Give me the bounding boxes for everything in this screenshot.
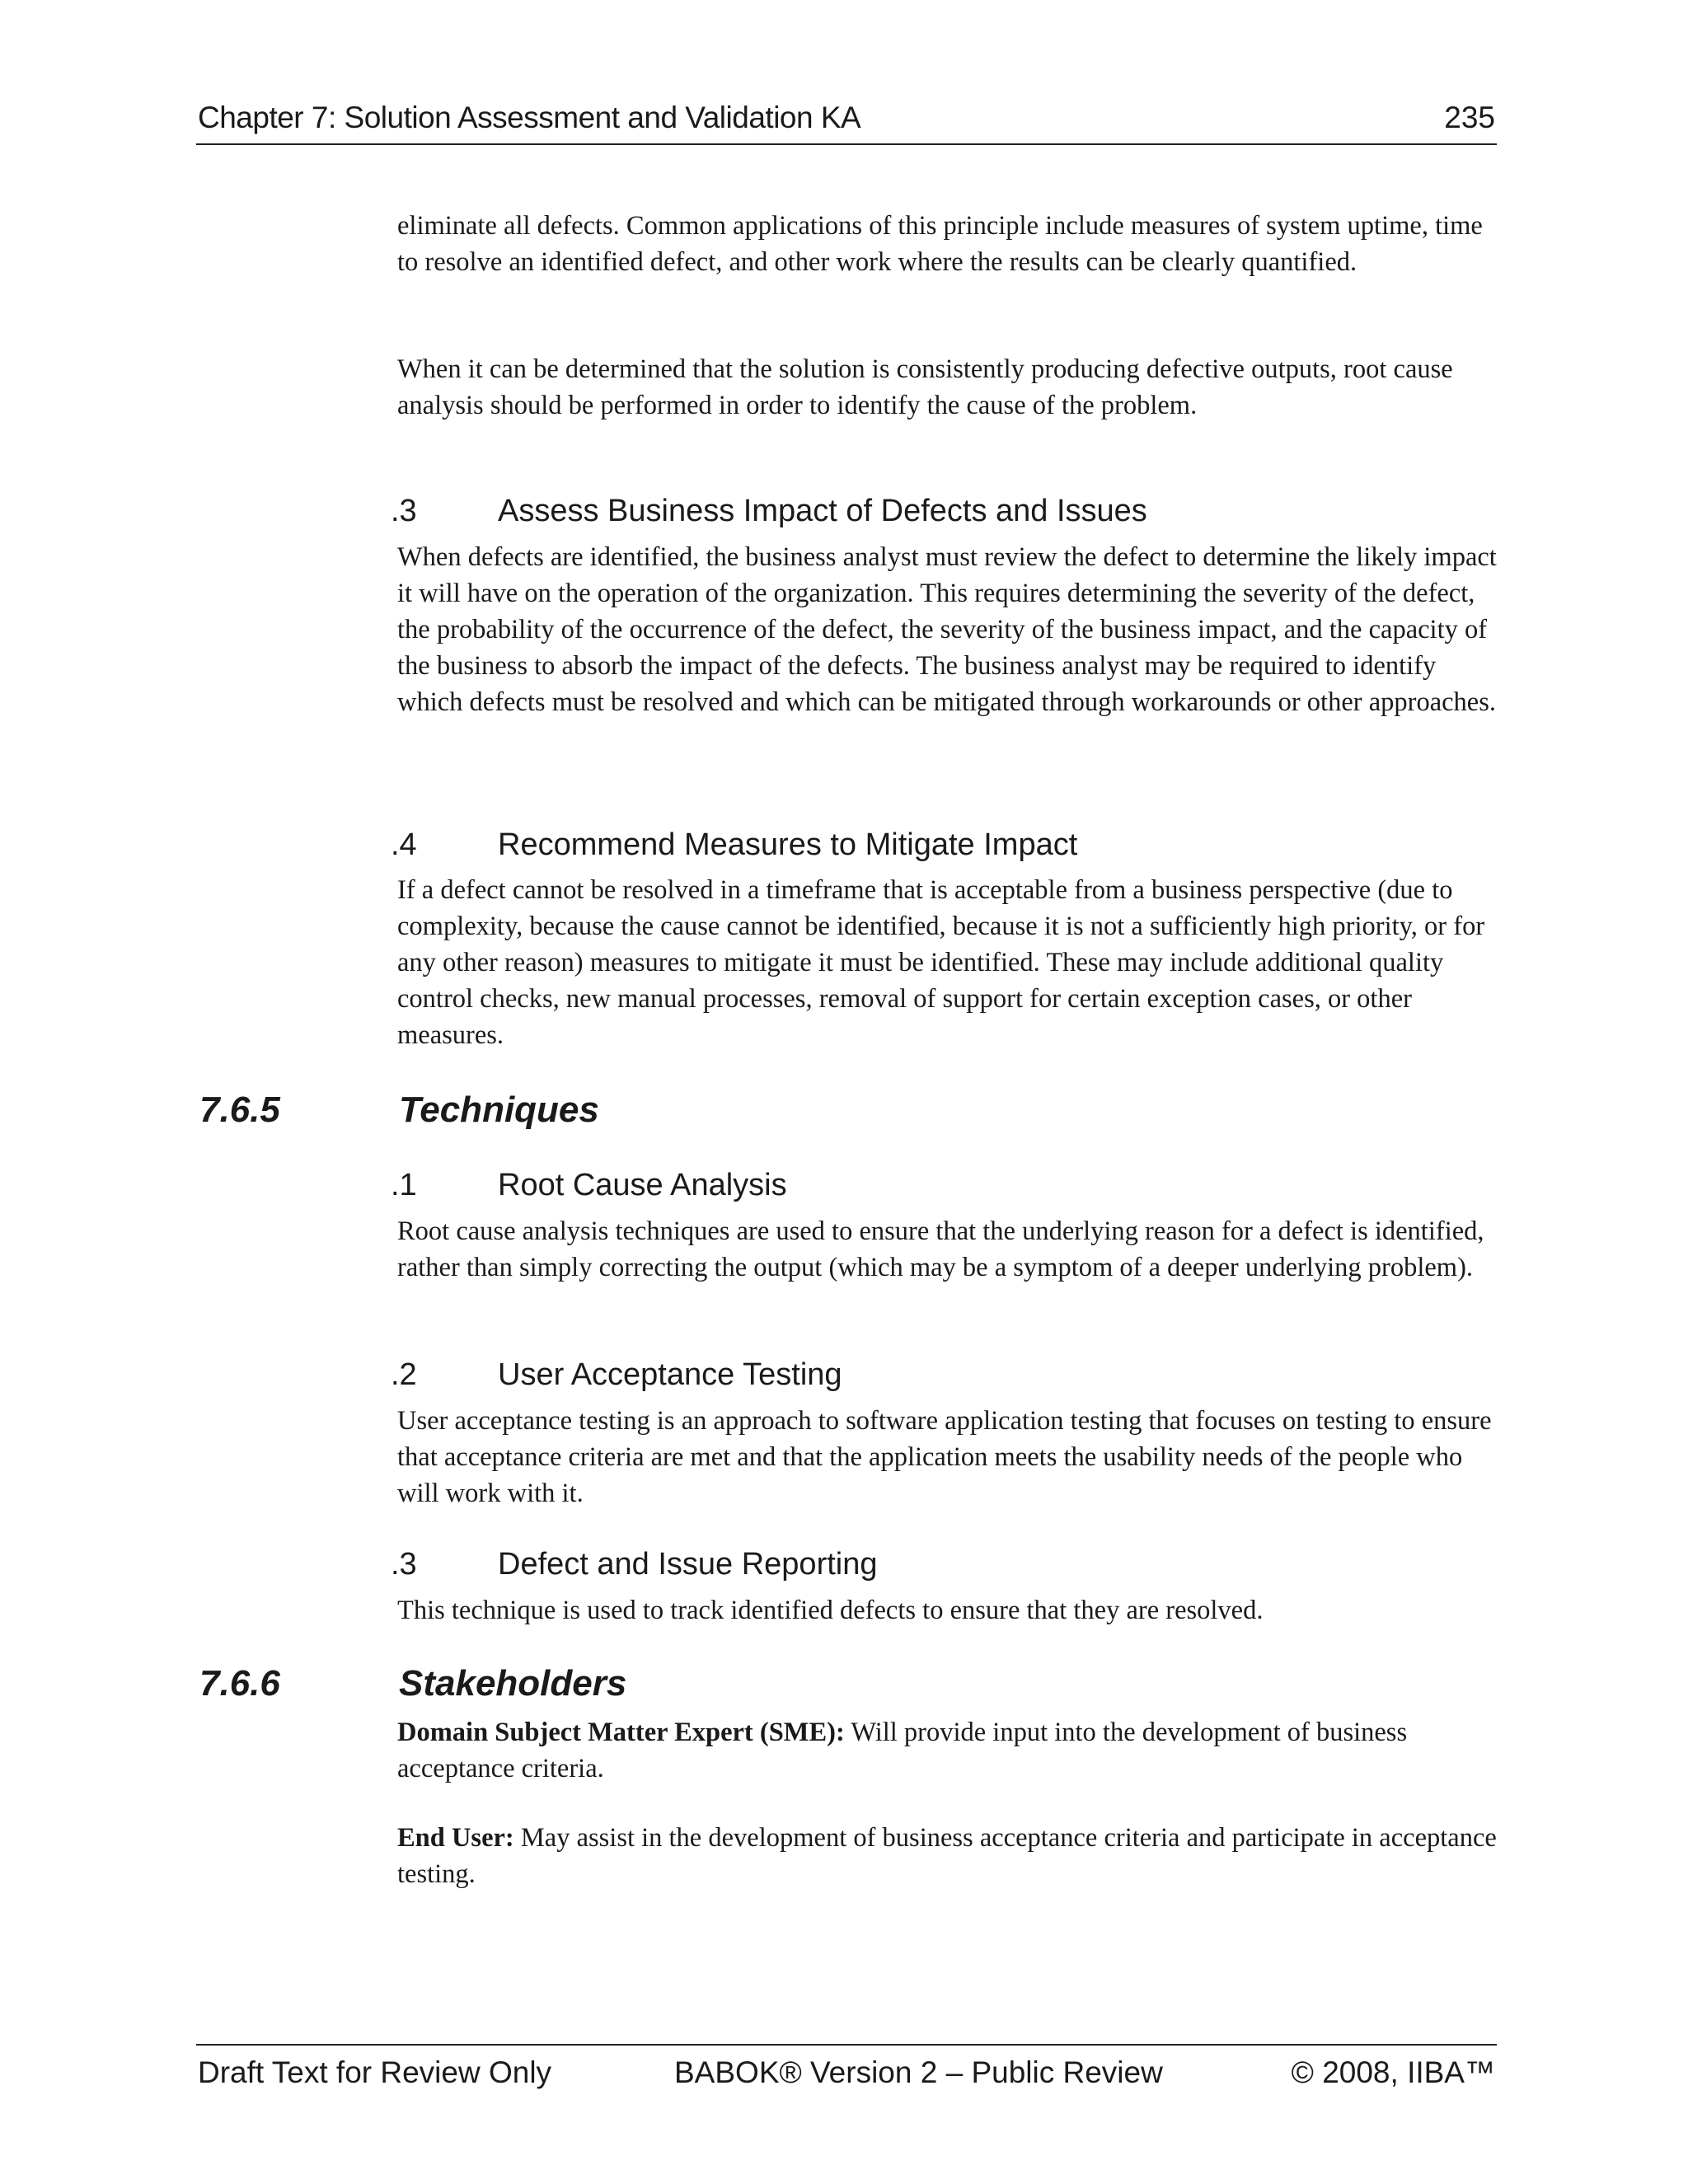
root-cause-intro-paragraph: When it can be determined that the solution is consistently producing defective outputs, root cause analysis should be performed in order to identify the cause of the problem. bbox=[397, 354, 1453, 420]
stakeholder-description: Will provide input into the development of business acceptance criteria. bbox=[397, 1718, 1408, 1783]
subsection-number: .3 bbox=[391, 494, 417, 528]
intro-paragraph: eliminate all defects. Common applications of this principle include measures of system uptime, time to resolve an identified defect, and other work where the results can be clearly quantified. bbox=[397, 211, 1483, 277]
technique-body: User acceptance testing is an approach to software application testing that focuses on testing to ensure that acceptance criteria are met and that the application meets the usability needs of the people who will work with it. bbox=[397, 1406, 1492, 1508]
section-title: Techniques bbox=[399, 1090, 599, 1130]
page-header bbox=[196, 97, 1497, 145]
stakeholder-term: End User: bbox=[397, 1823, 514, 1853]
footer-version: BABOK® Version 2 – Public Review bbox=[674, 2055, 1163, 2089]
section-title: Stakeholders bbox=[399, 1663, 627, 1704]
subsection-body: If a defect cannot be resolved in a timeframe that is acceptable from a business perspective (due to complexity, because the cause cannot be identified, because it is not a sufficiently high priority, or for any other reason) measures to mitigate it must be identified. These may include additional quality control checks, new manual processes, removal of support for certain exception cases, or other measures. bbox=[397, 875, 1485, 1050]
subsection-body: When defects are identified, the business analyst must review the defect to determine the likely impact it will have on the operation of the organization. This requires determining the severity of the defect, the probability of the occurrence of the defect, the severity of the business impact, and the capacity of the business to absorb the impact of the defects. The business analyst may be required to identify which defects must be resolved and which can be mitigated through workarounds or other approaches. bbox=[397, 542, 1497, 717]
subsection-number: .4 bbox=[391, 827, 417, 862]
technique-body: This technique is used to track identified defects to ensure that they are resolved. bbox=[397, 1596, 1264, 1625]
chapter-title: Chapter 7: Solution Assessment and Validation KA bbox=[198, 101, 861, 134]
technique-number: .1 bbox=[391, 1168, 417, 1202]
stakeholder-entry bbox=[397, 1820, 1502, 1892]
footer-copyright: © 2008, IIBA™ bbox=[1291, 2055, 1495, 2089]
stakeholder-entry bbox=[397, 1714, 1502, 1787]
stakeholder-term: Domain Subject Matter Expert (SME): bbox=[397, 1718, 845, 1747]
subsection-title: Recommend Measures to Mitigate Impact bbox=[498, 827, 1078, 862]
footer-draft-note: Draft Text for Review Only bbox=[198, 2055, 552, 2089]
technique-number: .3 bbox=[391, 1547, 417, 1582]
subsection-title: Assess Business Impact of Defects and Issues bbox=[498, 494, 1147, 528]
section-number: 7.6.6 bbox=[199, 1663, 280, 1704]
technique-number: .2 bbox=[391, 1357, 417, 1392]
page-number: 235 bbox=[1444, 101, 1495, 134]
page-footer bbox=[196, 2044, 1497, 2095]
technique-title: User Acceptance Testing bbox=[498, 1357, 842, 1392]
technique-title: Root Cause Analysis bbox=[498, 1168, 787, 1202]
technique-body: Root cause analysis techniques are used to ensure that the underlying reason for a defect is identified, rather than simply correcting the output (which may be a symptom of a deeper underlying problem). bbox=[397, 1216, 1484, 1282]
stakeholder-description: May assist in the development of business acceptance criteria and participate in acceptance testing. bbox=[397, 1823, 1497, 1889]
technique-title: Defect and Issue Reporting bbox=[498, 1547, 878, 1582]
section-number: 7.6.5 bbox=[199, 1090, 280, 1130]
